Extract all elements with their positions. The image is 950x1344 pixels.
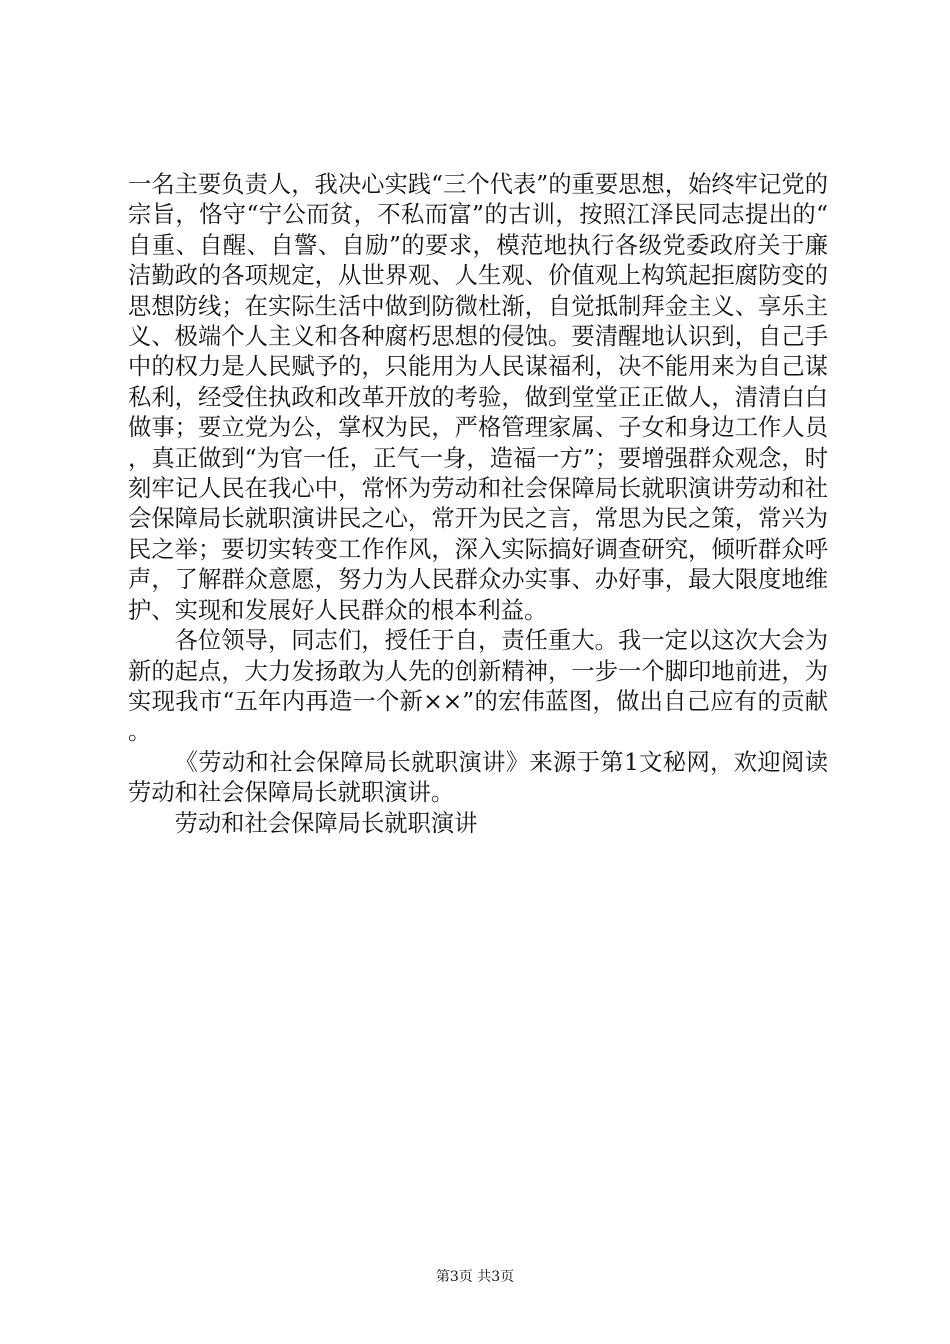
paragraph-source-note: 《劳动和社会保障局长就职演讲》来源于第1文秘网，欢迎阅读劳动和社会保障局长就职演讲。 [128,748,828,807]
paragraph-closing-remarks: 各位领导，同志们，授任于自，责任重大。我一定以这次大会为新的起点，大力发扬敢为人先的创新精神，一步一个脚印地前进，为实现我市“五年内再造一个新××”的宏伟蓝图，做出自己应有的贡献。 [128,627,828,746]
page-footer [0,1267,950,1287]
page-indicator: 第3页 共3页 [435,1269,515,1285]
body-text [128,170,828,839]
paragraph-document-title: 劳动和社会保障局长就职演讲 [174,809,478,837]
paragraph-commitment: 一名主要负责人，我决心实践“三个代表”的重要思想，始终牢记党的宗旨，恪守“宁公而贫，不私而富”的古训，按照江泽民同志提出的“自重、自醒、自警、自励”的要求，模范地执行各级党委政府关于廉洁勤政的各项规定，从世界观、人生观、价值观上构筑起拒腐防变的思想防线；在实际生活中做到防微杜渐，自觉抵制拜金主义、享乐主义、极端个人主义和各种腐朽思想的侵蚀。要清醒地认识到，自己手中的权力是人民赋予的，只能用为人民谋福利，决不能用来为自己谋私利，经受住执政和改革开放的考验，做到堂堂正正做人，清清白白做事；要立党为公，掌权为民，严格管理家属、子女和身边工作人员，真正做到“为官一任，正气一身，造福一方”；要增强群众观念，时刻牢记人民在我心中，常怀为劳动和社会保障局长就职演讲劳动和社会保障局长就职演讲民之心，常开为民之言，常思为民之策，常兴为民之举；要切实转变工作作风，深入实际搞好调查研究，倾听群众呼声，了解群众意愿，努力为人民群众办实事、办好事，最大限度地维护、实现和发展好人民群众的根本利益。 [128,171,828,624]
